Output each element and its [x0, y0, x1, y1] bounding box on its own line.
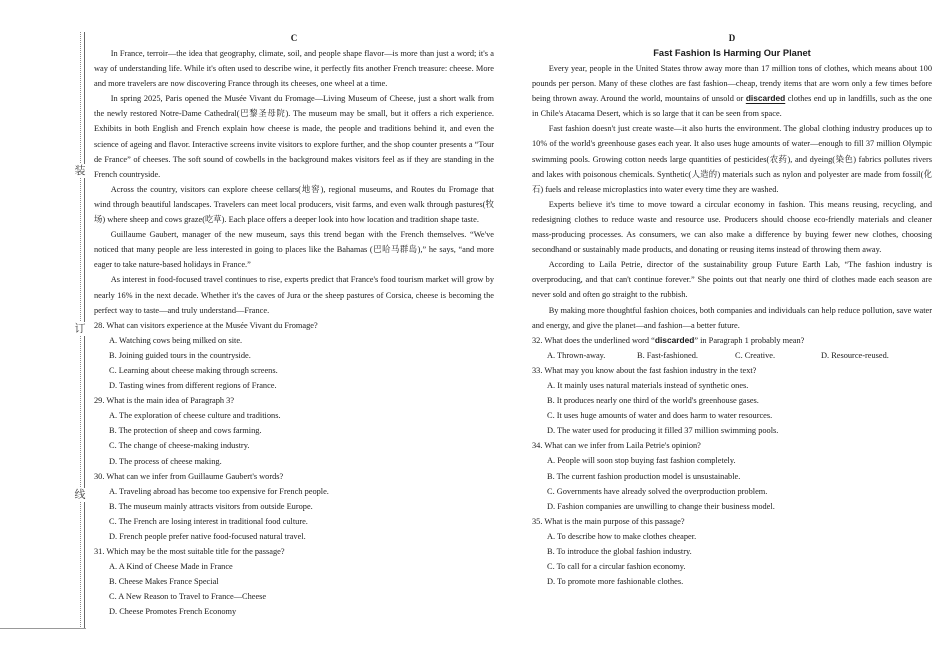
binding-margin [74, 32, 86, 629]
options-row [532, 348, 932, 363]
option-b: B. The protection of sheep and cows farming. [109, 426, 262, 436]
question-35 [532, 514, 932, 589]
option-c: C. The French are losing interest in traditional food culture. [109, 516, 308, 526]
option-d: D. The water used for producing it filled 37 million swimming pools. [547, 426, 779, 436]
option-d: D. The process of cheese making. [109, 456, 222, 466]
question-31 [94, 544, 494, 619]
paragraph: Across the country, visitors can explore cheese cellars(地窖), regional museums, and Routes du Fromage that wind through beautiful landscapes. Travelers can meet local producers, visit farms, and even walk through pastures(牧场) where sheep and cows graze(吃草). Each place offers a deeper look into how location and tradition shape taste. [94, 184, 494, 225]
option-c: C. To call for a circular fashion economy. [547, 562, 686, 572]
paragraph: In spring 2025, Paris opened the Musée Vivant du Fromage—Living Museum of Cheese, just a short walk from the newly restored Notre-Dame Cathedral(巴黎圣母院). The museum may be small, but it offers a rich experience. Exhibits in both English and French explain how cheese is made, the people and traditions behind it, and even the science of ageing and flavor. Interactive screens invite visitors to explore further, and the shop counter presents a “Tour de France” of cheeses. The soft sound of cowbells in the background makes visitors feel as if they are standing in the French countryside. [94, 94, 494, 179]
option-d: D. Tasting wines from different regions of France. [109, 381, 277, 391]
option-c: C. Learning about cheese making through screens. [109, 365, 278, 375]
option-a: A. The exploration of cheese culture and traditions. [109, 411, 281, 421]
option-b: B. Joining guided tours in the countryside. [109, 350, 251, 360]
stem-keyword: discarded [654, 334, 695, 345]
option-b: B. To introduce the global fashion industry. [547, 547, 692, 556]
question-stem: 30. What can we infer from Guillaume Gaubert's words? [94, 471, 284, 481]
option-b: B. Fast-fashioned. [637, 350, 698, 360]
option-b: B. The museum mainly attracts visitors from outside Europe. [109, 501, 313, 511]
passage-d-column [532, 31, 932, 589]
option-a: A. It mainly uses natural materials instead of synthetic ones. [547, 380, 749, 390]
question-stem: 33. What may you know about the fast fashion industry in the text? [532, 365, 757, 375]
question-stem: 28. What can visitors experience at the Musée Vivant du Fromage? [94, 320, 318, 330]
option-c: C. It uses huge amounts of water and does harm to water resources. [547, 411, 773, 421]
passage-c-column [94, 31, 494, 620]
margin-bottom-rule [0, 628, 86, 629]
option-c: C. Creative. [735, 350, 776, 360]
binding-char-zhuang: 装 [74, 164, 86, 177]
option-d: D. Cheese Promotes French Economy [109, 607, 237, 617]
question-stem: 31. Which may be the most suitable title for the passage? [94, 547, 285, 557]
question-32 [532, 333, 932, 363]
question-stem: 34. What can we infer from Laila Petrie's opinion? [532, 441, 701, 451]
paragraph: Guillaume Gaubert, manager of the new museum, says this trend began with the French themselves. “We've noticed that many people are less interested in going to places like the Bahamas (巴哈马群岛),” he says, “and more eager to take nature-based holidays in France.” [94, 230, 494, 270]
question-stem [532, 333, 932, 348]
stem-text: 32. What does the underlined word “ [532, 335, 655, 345]
paragraph [532, 61, 932, 121]
option-a: A. To describe how to make clothes cheaper. [547, 531, 697, 541]
option-c: C. A New Reason to Travel to France—Cheese [109, 592, 267, 602]
option-c: C. The change of cheese-making industry. [109, 441, 250, 451]
option-b: B. The current fashion production model is unsustainable. [547, 471, 741, 481]
paragraph-text: Every year, people in the United States throw away more than 17 million tons of clothes, which means about 100 pounds per person. Many of these clothes are fast fashion—cheap, trendy items that are worn only a few times before being thrown away. Around the world, mountains of unsold or [532, 64, 932, 104]
question-28 [94, 318, 494, 393]
question-stem: 35. What is the main purpose of this passage? [532, 516, 685, 526]
paragraph: By making more thoughtful fashion choices, both companies and individuals can help reduce pollution, save water and energy, and give the planet—and fashion—a better future. [532, 305, 932, 330]
underlined-keyword: discarded [745, 93, 786, 104]
option-a: A. Watching cows being milked on site. [109, 335, 243, 345]
passage-title: Fast Fashion Is Harming Our Planet [653, 48, 811, 58]
question-stem: 29. What is the main idea of Paragraph 3? [94, 396, 235, 406]
paragraph-text: clothes end up in landfills, such as the one in Chile's Atacama Desert, which is so large that it can be seen from space. [532, 94, 932, 119]
option-d: D. To promote more fashionable clothes. [547, 577, 684, 587]
paragraph: As interest in food-focused travel continues to rise, experts predict that France's food tourism market will grow by nearly 16% in the next decade. Whether it's the caves of Jura or the sheep pastures of Corsica, cheese is becoming the perfect way to taste—and truly understand—France. [94, 275, 494, 315]
option-d: D. Resource-reused. [821, 350, 889, 360]
option-d: D. Fashion companies are unwilling to change their business model. [547, 501, 775, 511]
option-a: A. Thrown-away. [547, 350, 606, 360]
section-letter: C [290, 33, 298, 43]
option-b: B. Cheese Makes France Special [109, 577, 219, 587]
option-a: A. Traveling abroad has become too expensive for French people. [109, 486, 329, 496]
binding-char-ding: 订 [74, 322, 86, 335]
option-d: D. French people prefer native food-focused natural travel. [109, 532, 306, 541]
stem-text: ” in Paragraph 1 probably mean? [694, 335, 805, 345]
option-b: B. It produces nearly one third of the world's greenhouse gases. [547, 396, 759, 406]
section-letter: D [728, 33, 736, 43]
question-30 [94, 469, 494, 544]
question-34 [532, 438, 932, 513]
paragraph: Fast fashion doesn't just create waste—it also hurts the environment. The global clothing industry produces up to 10% of the world's greenhouse gases each year. It also uses huge amounts of water—enough to fill 37 million Olympic swimming pools. Growing cotton needs large quantities of pesticides(农药), and dyeing(染色) fabrics pollutes rivers and lakes with poisonous chemicals. Synthetic(人造的) materials such as nylon and polyester are made from fossil(化石) fuels and release microplastics into water every time they are washed. [532, 124, 932, 194]
option-a: A. A Kind of Cheese Made in France [109, 562, 233, 572]
paragraph: Experts believe it's time to move toward a circular economy in fashion. This means reusing, recycling, and redesigning clothes to reduce waste and resource use. Producers should choose eco-friendly materials and cleaner mass-producing processes. As consumers, we can also make a difference by buying fewer new clothes, choosing secondhand or sustainably made products, and donating or reusing items instead of throwing them away. [532, 199, 932, 255]
option-a: A. People will soon stop buying fast fashion completely. [547, 456, 736, 466]
paragraph: According to Laila Petrie, director of the sustainability group Future Earth Lab, “The fashion industry is overproducing, and that can't continue forever.” She points out that nearly one third of clothes made each season are never sold and often go straight to the rubbish. [532, 260, 932, 300]
question-29 [94, 393, 494, 468]
question-33 [532, 363, 932, 438]
paragraph: In France, terroir—the idea that geography, climate, soil, and people shape flavor—is more than just a word; it's a way of understanding life. While it's often used to describe wine, it perfectly fits another French treasure: cheese. More and more travelers are now discovering France through its cheeses, one wheel at a time. [94, 49, 494, 89]
option-c: C. Governments have already solved the overproduction problem. [547, 486, 768, 496]
binding-char-xian: 线 [74, 488, 86, 501]
